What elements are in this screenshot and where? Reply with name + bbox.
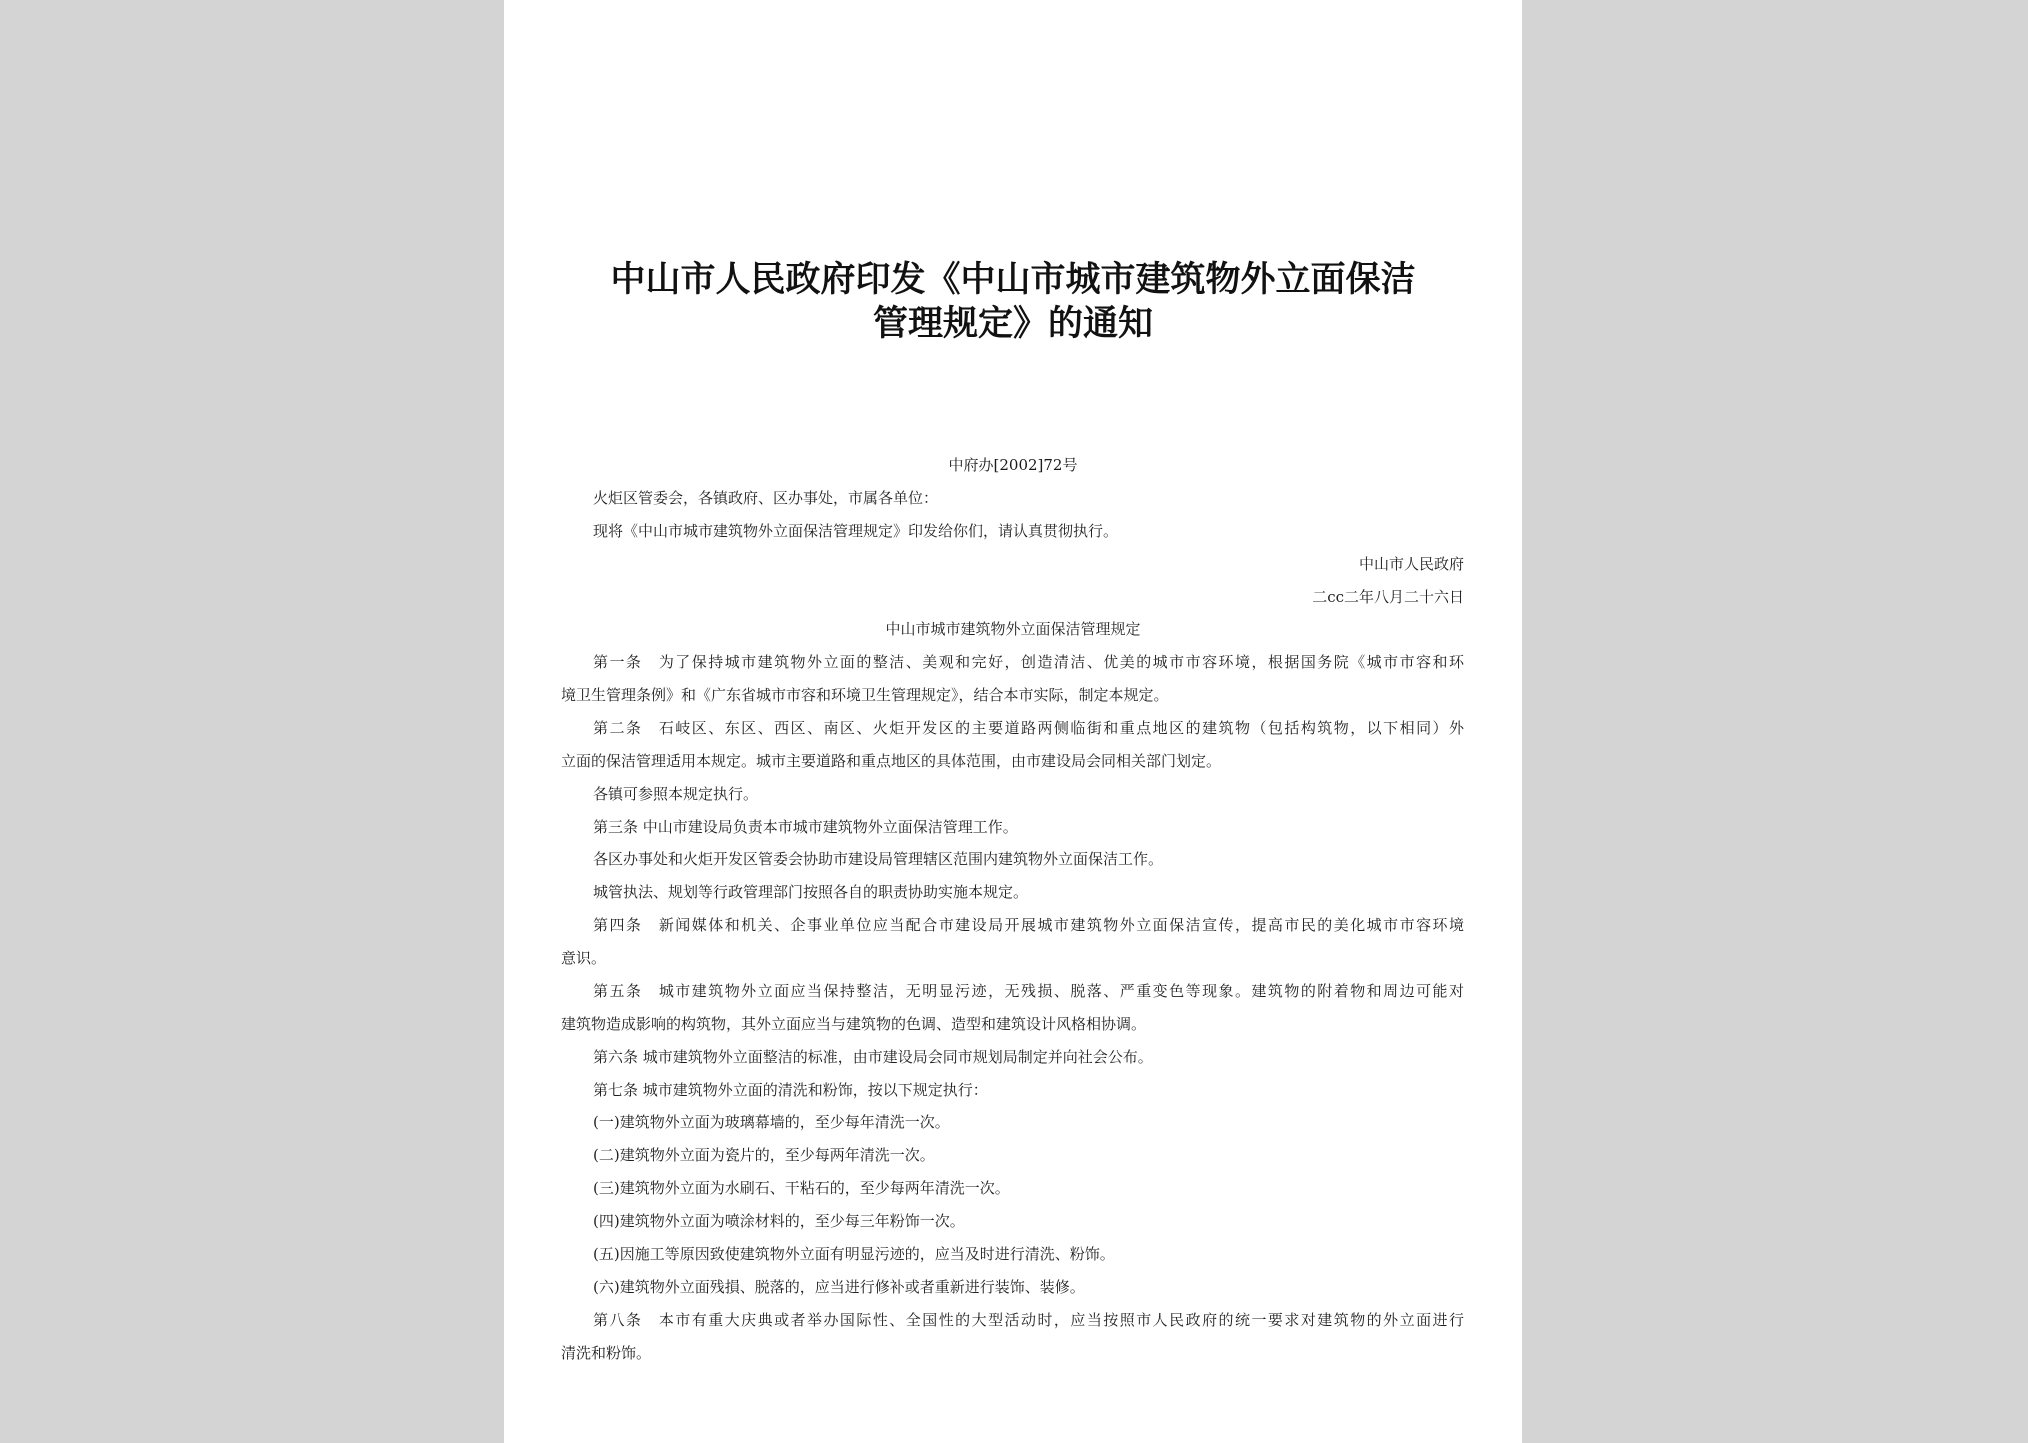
article-7-item-2: (二)建筑物外立面为瓷片的，至少每两年清洗一次。	[593, 1146, 935, 1164]
article-1-line-1: 第一条 为了保持城市建筑物外立面的整洁、美观和完好，创造清洁、优美的城市市容环境，根据国务院《城市市容和环	[593, 653, 1464, 671]
article-1-line-2: 境卫生管理条例》和《广东省城市市容和环境卫生管理规定》，结合本市实际，制定本规定。	[561, 686, 1169, 704]
document-page	[504, 0, 1522, 1443]
article-8-line-1: 第八条 本市有重大庆典或者举办国际性、全国性的大型活动时，应当按照市人民政府的统一要求对建筑物的外立面进行	[593, 1311, 1464, 1329]
article-3-line-1: 第三条 中山市建设局负责本市城市建筑物外立面保洁管理工作。	[593, 818, 1018, 836]
article-2-line-1: 第二条 石岐区、东区、西区、南区、火炬开发区的主要道路两侧临街和重点地区的建筑物（包括构筑物，以下相同）外	[593, 719, 1464, 737]
article-3-line-2: 各区办事处和火炬开发区管委会协助市建设局管理辖区范围内建筑物外立面保洁工作。	[593, 850, 1164, 868]
article-4-line-1: 第四条 新闻媒体和机关、企事业单位应当配合市建设局开展城市建筑物外立面保洁宣传，提高市民的美化城市市容环境	[593, 916, 1464, 934]
intro-paragraph: 现将《中山市城市建筑物外立面保洁管理规定》印发给你们，请认真贯彻执行。	[593, 522, 1119, 540]
article-7-item-1: (一)建筑物外立面为玻璃幕墙的，至少每年清洗一次。	[593, 1113, 950, 1131]
article-2-line-2: 立面的保洁管理适用本规定。城市主要道路和重点地区的具体范围，由市建设局会同相关部门划定。	[561, 752, 1222, 770]
regulation-title: 中山市城市建筑物外立面保洁管理规定	[885, 620, 1141, 638]
issue-date: 二cc二年八月二十六日	[1312, 588, 1464, 606]
article-7-item-6: (六)建筑物外立面残損、脱落的，应当进行修补或者重新进行装饰、装修。	[593, 1278, 1085, 1296]
article-4-line-2: 意识。	[561, 949, 607, 967]
issuer-signature: 中山市人民政府	[1358, 555, 1464, 573]
article-5-line-2: 建筑物造成影响的构筑物，其外立面应当与建筑物的色调、造型和建筑设计风格相协调。	[561, 1015, 1147, 1033]
addressee-line: 火炬区管委会，各镇政府、区办事处，市属各单位：	[593, 489, 939, 507]
article-6-line-1: 第六条 城市建筑物外立面整洁的标准，由市建设局会同市规划局制定并向社会公布。	[593, 1048, 1153, 1066]
article-7-line-1: 第七条 城市建筑物外立面的清洗和粉饰，按以下规定执行：	[593, 1081, 988, 1099]
title-line-2: 管理规定》的通知	[872, 304, 1153, 344]
article-7-item-5: (五)因施工等原因致使建筑物外立面有明显污迹的，应当及时进行清洗、粉饰。	[593, 1245, 1115, 1263]
article-7-item-4: (四)建筑物外立面为喷涂材料的，至少每三年粉饰一次。	[593, 1212, 965, 1230]
title-line-1: 中山市人民政府印发《中山市城市建筑物外立面保洁	[610, 260, 1416, 300]
document-number: 中府办[2002]72号	[948, 456, 1078, 474]
article-3-line-3: 城管执法、规划等行政管理部门按照各自的职责协助实施本规定。	[593, 883, 1029, 901]
article-5-line-1: 第五条 城市建筑物外立面应当保持整洁，无明显污迹，无残损、脱落、严重变色等现象。建筑物的附着物和周边可能对	[593, 982, 1464, 1000]
article-8-line-2: 清洗和粉饰。	[561, 1344, 652, 1362]
article-7-item-3: (三)建筑物外立面为水刷石、干粘石的，至少每两年清洗一次。	[593, 1179, 1010, 1197]
document-title	[504, 258, 1522, 346]
article-2-line-3: 各镇可参照本规定执行。	[593, 785, 759, 803]
